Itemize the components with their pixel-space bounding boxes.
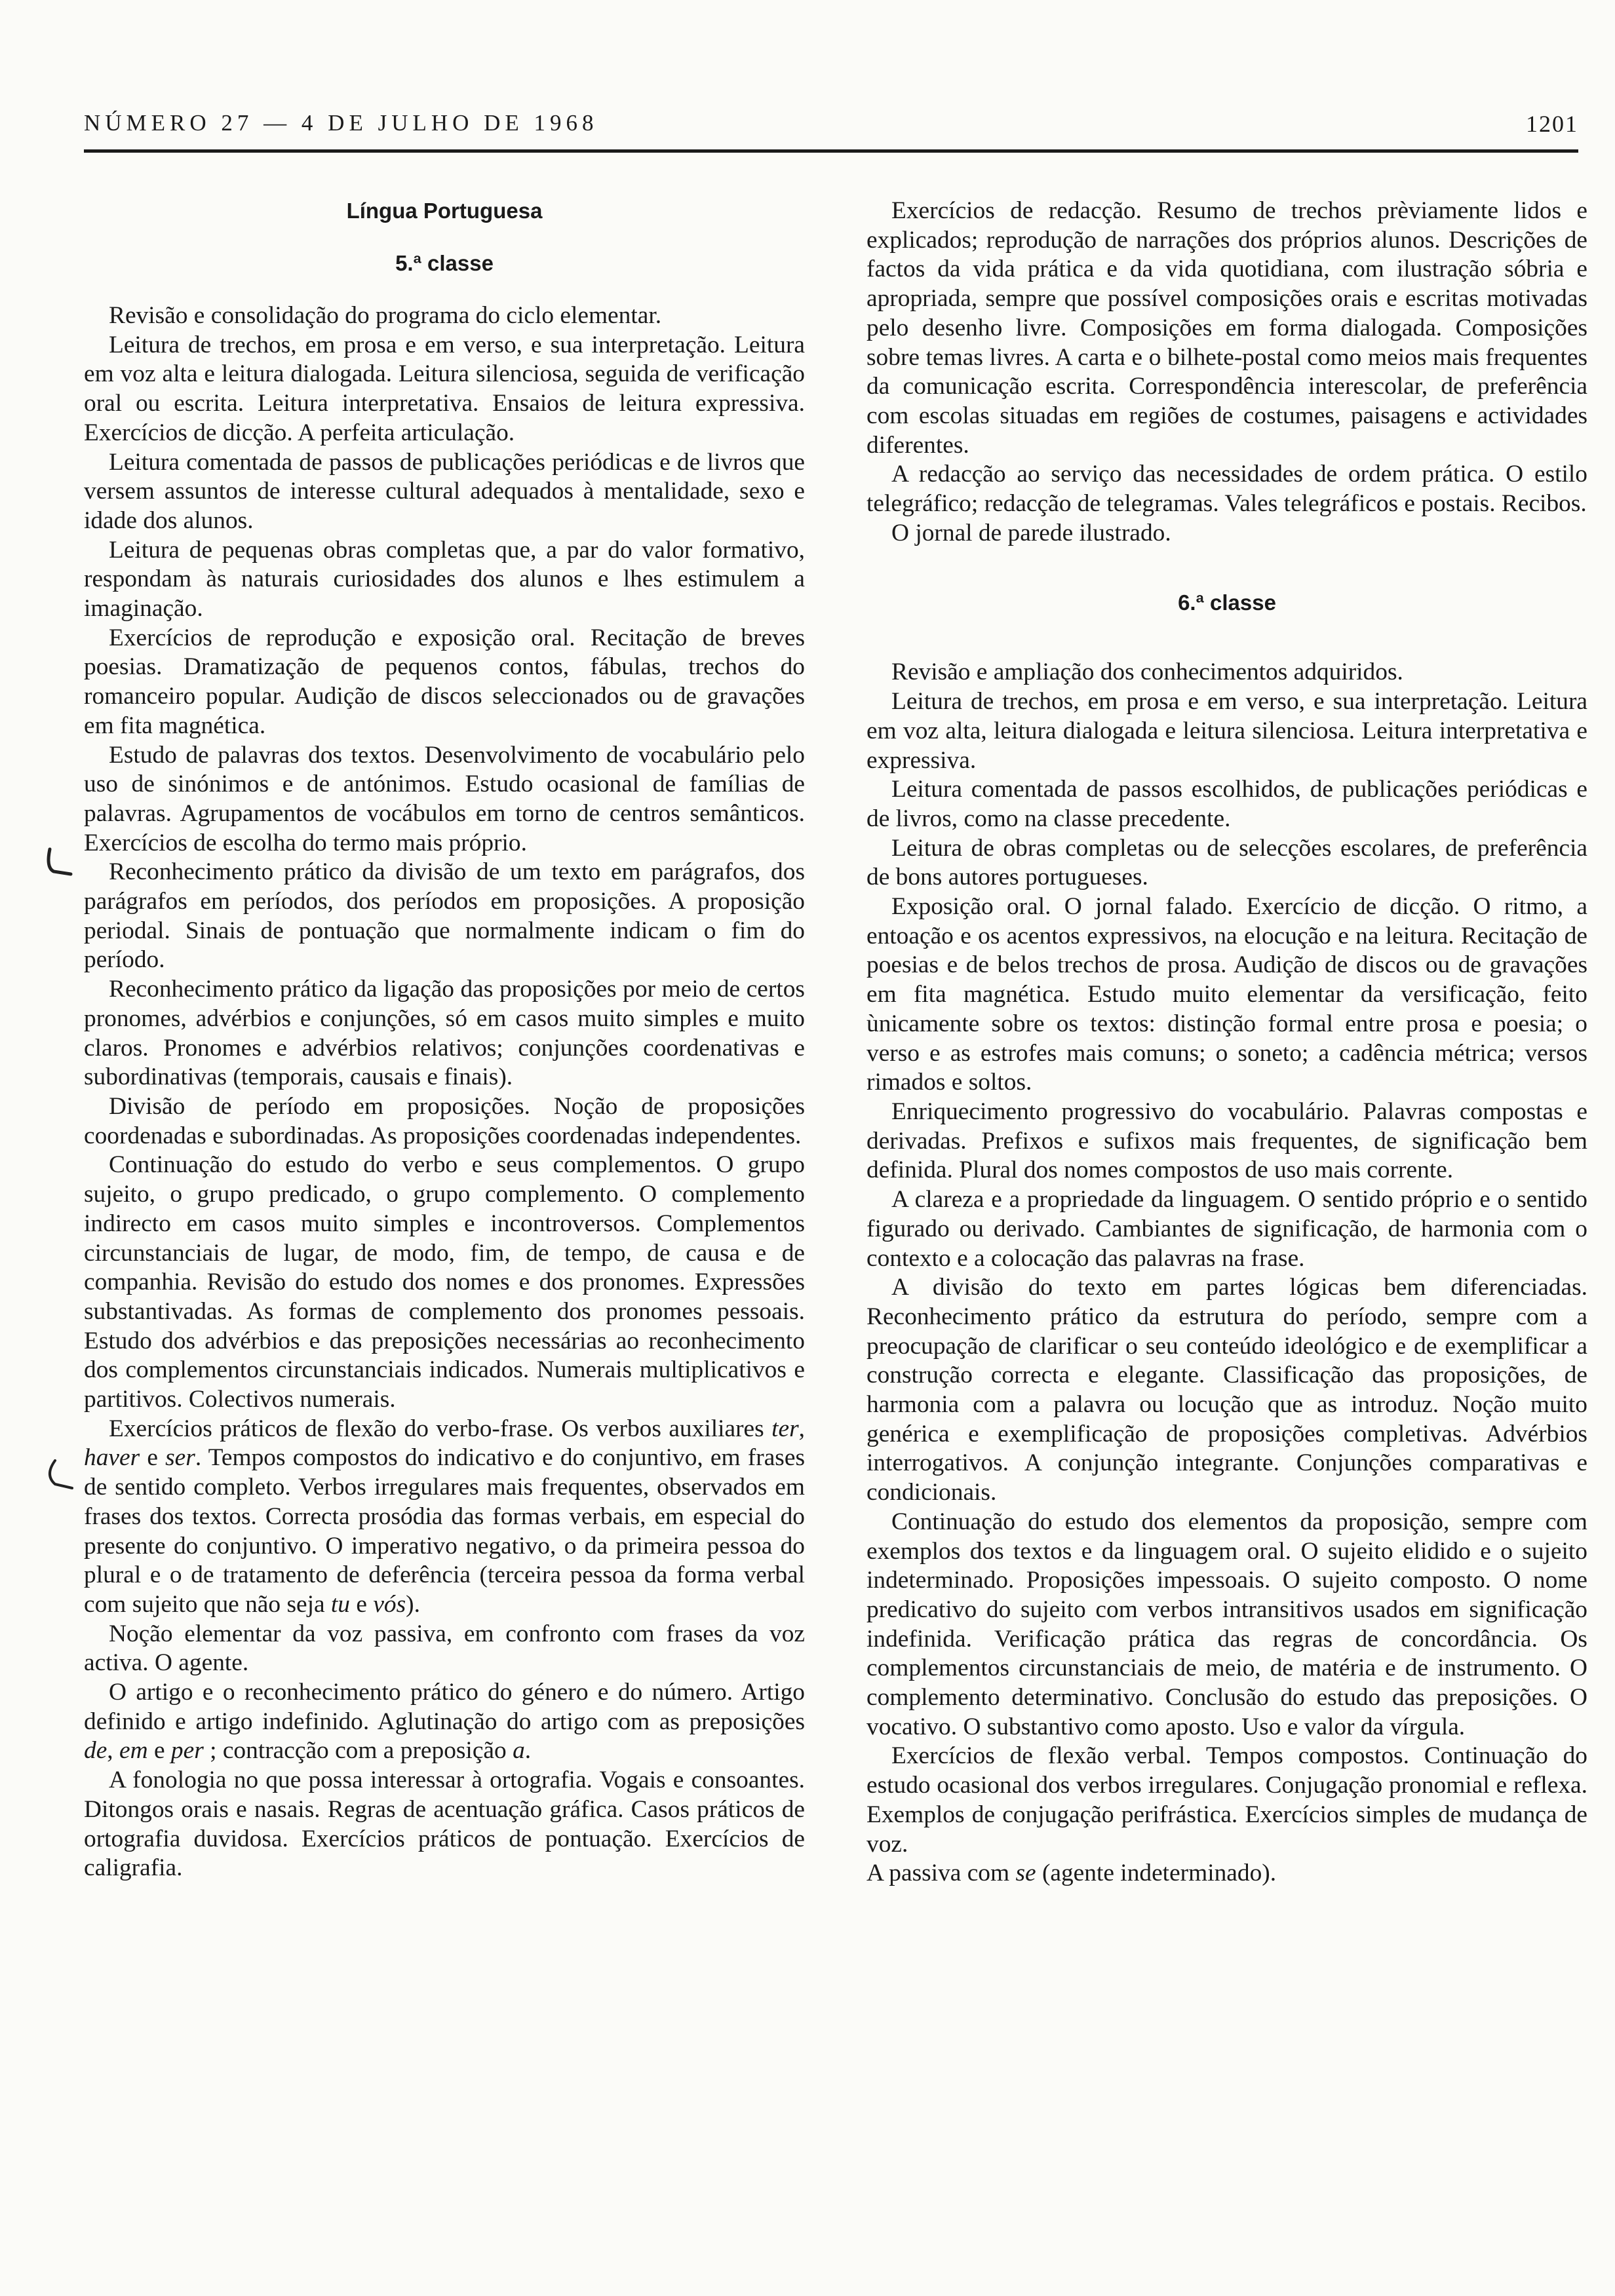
paragraph: Reconhecimento prático da divisão de um texto em parágrafos, dos parágrafos em períodos, dos períodos em proposições. A proposição periodal. Sinais de pontuação que normalmente indicam o fim do período. [84, 858, 805, 974]
paragraph: Exercícios práticos de flexão do verbo-frase. Os verbos auxiliares ter, haver e ser. Tempos compostos do indicativo e do conjuntivo, em frases de sentido completo. Verbos irregulares mais frequentes, observados em frases dos textos. Correcta prosódia das formas verbais, em especial do presente do conjuntivo. O imperativo negativo, o da primeira pessoa do plural e o de tratamento de deferência (terceira pessoa da forma verbal com sujeito que não seja tu e vós). [84, 1415, 805, 1618]
paragraph: Continuação do estudo dos elementos da proposição, sempre com exemplos dos textos e da linguagem oral. O sujeito elidido e o sujeito indeterminado. Proposições impessoais. O sujeito composto. O nome predicativo do sujeito com verbos intransitivos usados em significação indefinida. Verificação prática das regras de concordância. Os complementos circunstanciais de meio, de matéria e de instrumento. O complemento determinativo. Conclusão do estudo das preposições. O vocativo. O substantivo como aposto. Uso e valor da vírgula. [866, 1508, 1587, 1740]
issue-date-line: NÚMERO 27 — 4 DE JULHO DE 1968 [84, 110, 598, 136]
margin-bracket-mark [41, 845, 75, 879]
paragraph: Enriquecimento progressivo do vocabulário. Palavras compostas e derivadas. Prefixos e sufixos mais frequentes, de significação bem definida. Plural dos nomes compostos de uso mais corrente. [866, 1098, 1587, 1184]
right-column [866, 197, 1587, 1888]
paragraph: Exposição oral. O jornal falado. Exercício de dicção. O ritmo, a entoação e os acentos expressivos, na elocução e na leitura. Recitação de poesias e de belos trechos de prosa. Audição de discos ou de gravações em fita magnética. Estudo muito elementar da versificação, feito ùnicamente sobre os textos: distinção formal entre prosa e poesia; o verso e as estrofes mais comuns; o soneto; a cadência métrica; versos rimados e soltos. [866, 893, 1587, 1096]
paragraph: Exercícios de redacção. Resumo de trechos prèviamente lidos e explicados; reprodução de narrações dos próprios alunos. Descrições de factos da vida prática e da vida quotidiana, com ilustração sóbria e apropriada, sempre que possível composições orais e escritas motivadas pelo desenho livre. Composições em forma dialogada. Composições sobre temas livres. A carta e o bilhete-postal como meios mais frequentes da comunicação escrita. Correspondência interescolar, de preferência com escolas situadas em regiões de costumes, paisagens e actividades diferentes. [866, 197, 1587, 459]
paragraph: Leitura de pequenas obras completas que, a par do valor formativo, respondam às naturais curiosidades dos alunos e lhes estimulem a imaginação. [84, 536, 805, 622]
paragraph: Estudo de palavras dos textos. Desenvolvimento de vocabulário pelo uso de sinónimos e de antónimos. Estudo ocasional de famílias de palavras. Agrupamentos de vocábulos em torno de centros semânticos. Exercícios de escolha do termo mais próprio. [84, 741, 805, 856]
class-title: 6.ª classe [1178, 590, 1276, 615]
paragraph: Leitura de obras completas ou de selecções escolares, de preferência de bons autores portugueses. [866, 834, 1587, 891]
paragraph: A fonologia no que possa interessar à ortografia. Vogais e consoantes. Ditongos orais e nasais. Regras de acentuação gráfica. Casos práticos de ortografia duvidosa. Exercícios práticos de pontuação. Exercícios de caligrafia. [84, 1767, 805, 1882]
paragraph: A clareza e a propriedade da linguagem. O sentido próprio e o sentido figurado ou derivado. Cambiantes de significação, de harmonia com o contexto e a colocação das palavras na frase. [866, 1186, 1587, 1272]
paragraph: Divisão de período em proposições. Noção de proposições coordenadas e subordinadas. As proposições coordenadas independentes. [84, 1092, 805, 1149]
section-title: Língua Portuguesa [346, 199, 543, 223]
paragraph: Exercícios de reprodução e exposição oral. Recitação de breves poesias. Dramatização de pequenos contos, fábulas, trechos do romanceiro popular. Audição de discos seleccionados ou de gravações em fita magnética. [84, 624, 805, 739]
margin-bracket-mark [41, 1458, 75, 1492]
paragraph: Leitura de trechos, em prosa e em verso, e sua interpretação. Leitura em voz alta, leitura dialogada e leitura silenciosa. Leitura interpretativa e expressiva. [866, 688, 1587, 774]
page-number: 1201 [1526, 111, 1578, 137]
paragraph: Continuação do estudo do verbo e seus complementos. O grupo sujeito, o grupo predicado, o grupo complemento. O complemento indirecto em casos muito simples e incontroversos. Complementos circunstanciais de lugar, de modo, fim, de tempo, de causa e de companhia. Revisão do estudo dos nomes e dos pronomes. Expressões substantivadas. As formas de complemento dos pronomes pessoais. Estudo dos advérbios e das preposições necessárias ao reconhecimento dos complementos circunstanciais indicados. Numerais multiplicativos e partitivos. Colectivos numerais. [84, 1151, 805, 1413]
page-header [84, 110, 1578, 153]
paragraph: Leitura de trechos, em prosa e em verso, e sua interpretação. Leitura em voz alta e leitura dialogada. Leitura silenciosa, seguida de verificação oral ou escrita. Leitura interpretativa. Ensaios de leitura expressiva. Exercícios de dicção. A perfeita articulação. [84, 331, 805, 446]
paragraph: Leitura comentada de passos de publicações periódicas e de livros que versem assuntos de interesse cultural adequados à mentalidade, sexo e idade dos alunos. [84, 448, 805, 534]
paragraph: Reconhecimento prático da ligação das proposições por meio de certos pronomes, advérbios e conjunções, só em casos muito simples e muito claros. Pronomes e advérbios relativos; conjunções coordenativas e subordinativas (temporais, causais e finais). [84, 976, 805, 1091]
paragraph: Revisão e consolidação do programa do ciclo elementar. [109, 302, 662, 329]
paragraph: O jornal de parede ilustrado. [891, 519, 1171, 546]
paragraph: Exercícios de flexão verbal. Tempos compostos. Continuação do estudo ocasional dos verbos irregulares. Conjugação pronomial e reflexa. Exemplos de conjugação perifrástica. Exercícios simples de mudança de voz. [866, 1742, 1587, 1858]
paragraph: A redacção ao serviço das necessidades de ordem prática. O estilo telegráfico; redacção de telegramas. Vales telegráficos e postais. Recibos. [866, 461, 1587, 518]
paragraph: Noção elementar da voz passiva, em confronto com frases da voz activa. O agente. [84, 1620, 805, 1677]
paragraph: Revisão e ampliação dos conhecimentos adquiridos. [891, 659, 1403, 686]
paragraph: O artigo e o reconhecimento prático do género e do número. Artigo definido e artigo indefinido. Aglutinação do artigo com as preposições de, em e per ; contracção com a preposição a. [84, 1679, 805, 1765]
paragraph: A divisão do texto em partes lógicas bem diferenciadas. Reconhecimento prático da estrutura do período, sempre com a preocupação de clarificar o seu conteúdo ideológico e de exemplificar a construção correcta e elegante. Classificação das proposições, de harmonia com a palavra ou locução que as introduz. Noção muito genérica e exemplificação de proposições completivas. Advérbios interrogativos. A conjunção integrante. Conjunções comparativas e condicionais. [866, 1274, 1587, 1506]
class-title: 5.ª classe [395, 251, 494, 275]
left-column [84, 197, 805, 1883]
paragraph: Leitura comentada de passos escolhidos, de publicações periódicas e de livros, como na classe precedente. [866, 776, 1587, 832]
paragraph: A passiva com se (agente indeterminado). [866, 1860, 1277, 1887]
